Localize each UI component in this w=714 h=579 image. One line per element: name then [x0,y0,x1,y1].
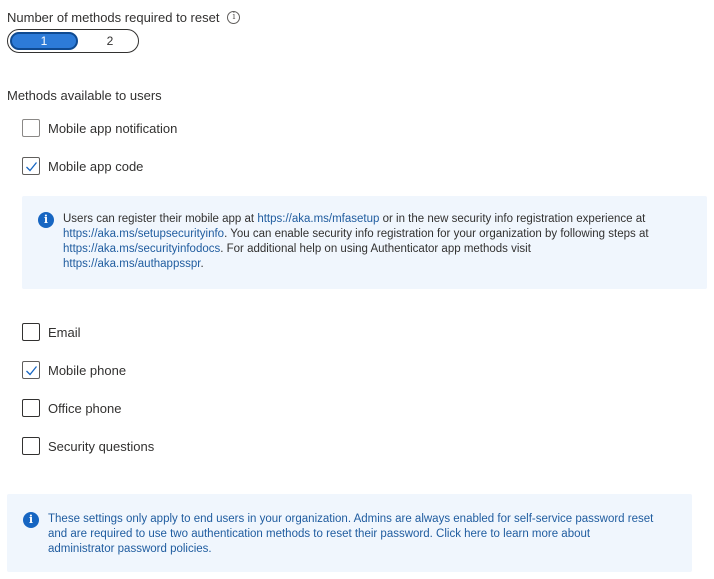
method-mobile-app-code[interactable] [22,156,143,176]
checkbox-label: Email [48,324,81,340]
checkmark-icon [25,364,38,377]
settings-notice-line: These settings only apply to end users in your organization. Admins are always enabled for self-service password reset [48,513,654,525]
checkbox-label: Security questions [48,438,155,454]
checkbox-label: Office phone [48,400,122,416]
method-office-phone[interactable] [22,398,121,418]
info-icon: i [38,212,54,228]
checkmark-icon [25,160,38,173]
notice-text: or in the new security info registration experience at [379,213,646,225]
method-email[interactable] [22,322,81,342]
method-mobile-phone[interactable] [22,360,126,380]
authappsspr-link[interactable]: https://aka.ms/authappsspr [63,258,201,270]
settings-info-box [7,494,692,572]
option-1-button[interactable]: 1 [10,32,78,50]
notice-text: . [200,258,204,270]
methods-required-heading [7,10,240,25]
authenticator-info-box [22,196,707,289]
settings-notice-line: administrator password policies. [48,543,212,555]
setupsecurityinfo-link[interactable]: https://aka.ms/setupsecurityinfo [63,228,225,240]
notice-text: Users can register their mobile app at [63,213,258,225]
checkbox-label: Mobile phone [48,362,127,378]
notice-text: . For additional help on using Authenticator app methods visit [220,243,531,255]
settings-info-text[interactable] [48,512,688,557]
securityinfodocs-link[interactable]: https://aka.ms/securityinfodocs [63,243,221,255]
checkbox[interactable] [22,399,40,417]
settings-notice-line: and are required to use two authentication methods to reset their password. Click here to learn more about [48,528,591,540]
authenticator-info-text [63,212,703,272]
info-icon[interactable]: i [227,11,240,24]
checkbox-label: Mobile app notification [48,120,178,136]
checkbox-label: Mobile app code [48,158,144,174]
checkbox-checked[interactable] [22,361,40,379]
checkbox[interactable] [22,323,40,341]
methods-available-label: Methods available to users [7,88,162,103]
notice-text: . You can enable security info registration for your organization by following steps at [224,228,649,240]
info-icon: i [23,512,39,528]
option-2-button[interactable]: 2 [106,34,114,48]
method-mobile-app-notification[interactable] [22,118,177,138]
checkbox[interactable] [22,437,40,455]
mfasetup-link[interactable]: https://aka.ms/mfasetup [257,213,380,225]
checkbox[interactable] [22,119,40,137]
checkbox-checked[interactable] [22,157,40,175]
methods-required-toggle[interactable] [7,29,139,53]
methods-required-label: Number of methods required to reset [7,10,220,25]
method-security-questions[interactable] [22,436,154,456]
